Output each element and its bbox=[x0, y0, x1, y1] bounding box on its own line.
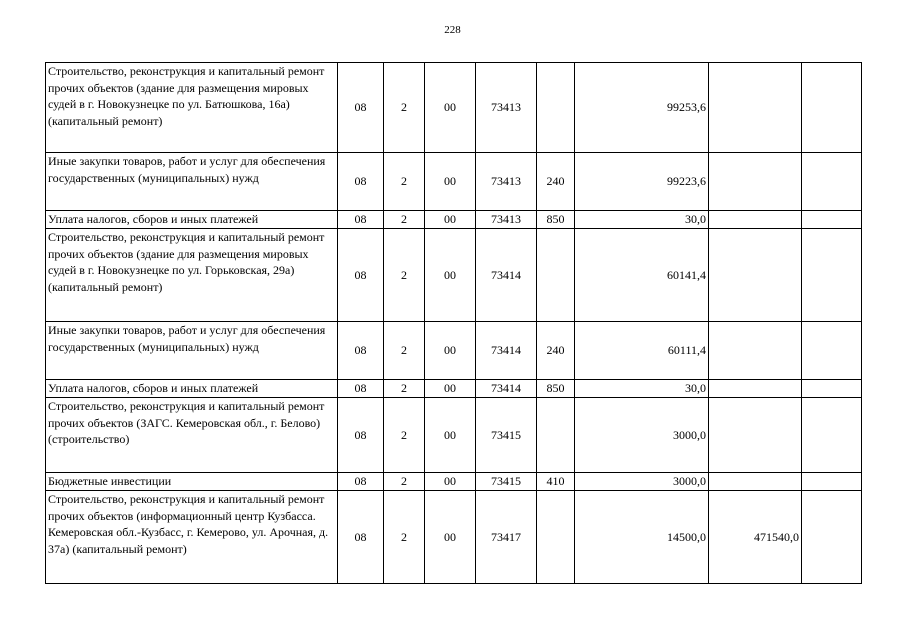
table-row bbox=[46, 63, 862, 153]
row-section: 08 bbox=[338, 473, 384, 491]
row-subprogram: 00 bbox=[425, 473, 476, 491]
row-amount-3 bbox=[802, 322, 862, 380]
row-name: Строительство, реконструкция и капитальный ремонт прочих объектов (информационный центр Кузбасса. Кемеровская обл.-Кузбасс, г. Кемерово, ул. Арочная, д. 37а) (капитальный ремонт) bbox=[46, 491, 338, 584]
row-section: 08 bbox=[338, 211, 384, 229]
row-amount-1: 3000,0 bbox=[575, 473, 709, 491]
row-section: 08 bbox=[338, 153, 384, 211]
table-row bbox=[46, 229, 862, 322]
row-name: Бюджетные инвестиции bbox=[46, 473, 338, 491]
row-amount-1: 3000,0 bbox=[575, 398, 709, 473]
row-amount-3 bbox=[802, 473, 862, 491]
row-amount-3 bbox=[802, 380, 862, 398]
row-section: 08 bbox=[338, 63, 384, 153]
row-subprogram: 00 bbox=[425, 322, 476, 380]
row-amount-3 bbox=[802, 398, 862, 473]
row-name: Иные закупки товаров, работ и услуг для обеспечения государственных (муниципальных) нужд bbox=[46, 322, 338, 380]
row-direction: 73414 bbox=[476, 229, 537, 322]
row-section: 08 bbox=[338, 229, 384, 322]
row-expense-type: 240 bbox=[537, 153, 575, 211]
row-direction: 73415 bbox=[476, 473, 537, 491]
row-amount-1: 14500,0 bbox=[575, 491, 709, 584]
row-amount-2 bbox=[709, 398, 802, 473]
row-program: 2 bbox=[384, 491, 425, 584]
table-row bbox=[46, 398, 862, 473]
row-expense-type: 410 bbox=[537, 473, 575, 491]
row-expense-type bbox=[537, 63, 575, 153]
row-section: 08 bbox=[338, 398, 384, 473]
table-row bbox=[46, 473, 862, 491]
row-subprogram: 00 bbox=[425, 153, 476, 211]
row-expense-type bbox=[537, 491, 575, 584]
row-amount-3 bbox=[802, 491, 862, 584]
row-name: Иные закупки товаров, работ и услуг для обеспечения государственных (муниципальных) нужд bbox=[46, 153, 338, 211]
row-program: 2 bbox=[384, 153, 425, 211]
row-amount-2 bbox=[709, 322, 802, 380]
row-expense-type: 850 bbox=[537, 380, 575, 398]
row-program: 2 bbox=[384, 398, 425, 473]
row-amount-1: 60111,4 bbox=[575, 322, 709, 380]
row-section: 08 bbox=[338, 322, 384, 380]
row-amount-2: 471540,0 bbox=[709, 491, 802, 584]
row-direction: 73415 bbox=[476, 398, 537, 473]
budget-table bbox=[45, 62, 862, 584]
row-direction: 73413 bbox=[476, 63, 537, 153]
table-row bbox=[46, 153, 862, 211]
row-amount-2 bbox=[709, 211, 802, 229]
row-expense-type: 850 bbox=[537, 211, 575, 229]
row-amount-2 bbox=[709, 63, 802, 153]
row-program: 2 bbox=[384, 229, 425, 322]
row-subprogram: 00 bbox=[425, 398, 476, 473]
row-expense-type bbox=[537, 398, 575, 473]
row-direction: 73414 bbox=[476, 322, 537, 380]
table-row bbox=[46, 491, 862, 584]
table-row bbox=[46, 211, 862, 229]
row-amount-3 bbox=[802, 63, 862, 153]
row-amount-2 bbox=[709, 380, 802, 398]
row-name: Уплата налогов, сборов и иных платежей bbox=[46, 380, 338, 398]
row-amount-1: 30,0 bbox=[575, 211, 709, 229]
row-subprogram: 00 bbox=[425, 229, 476, 322]
row-direction: 73417 bbox=[476, 491, 537, 584]
row-amount-1: 99223,6 bbox=[575, 153, 709, 211]
row-amount-3 bbox=[802, 211, 862, 229]
row-direction: 73413 bbox=[476, 153, 537, 211]
row-name: Строительство, реконструкция и капитальный ремонт прочих объектов (ЗАГС. Кемеровская обл., г. Белово) (строительство) bbox=[46, 398, 338, 473]
row-direction: 73414 bbox=[476, 380, 537, 398]
row-name: Уплата налогов, сборов и иных платежей bbox=[46, 211, 338, 229]
row-program: 2 bbox=[384, 322, 425, 380]
row-name: Строительство, реконструкция и капитальный ремонт прочих объектов (здание для размещения мировых судей в г. Новокузнецке по ул. Батюшкова, 16а) (капитальный ремонт) bbox=[46, 63, 338, 153]
row-subprogram: 00 bbox=[425, 63, 476, 153]
table-row bbox=[46, 322, 862, 380]
page-number: 228 bbox=[444, 24, 461, 36]
row-expense-type: 240 bbox=[537, 322, 575, 380]
row-expense-type bbox=[537, 229, 575, 322]
row-amount-1: 60141,4 bbox=[575, 229, 709, 322]
row-subprogram: 00 bbox=[425, 380, 476, 398]
row-amount-1: 99253,6 bbox=[575, 63, 709, 153]
row-amount-3 bbox=[802, 229, 862, 322]
row-amount-1: 30,0 bbox=[575, 380, 709, 398]
table-row bbox=[46, 380, 862, 398]
row-subprogram: 00 bbox=[425, 211, 476, 229]
row-section: 08 bbox=[338, 380, 384, 398]
row-direction: 73413 bbox=[476, 211, 537, 229]
row-subprogram: 00 bbox=[425, 491, 476, 584]
row-amount-2 bbox=[709, 229, 802, 322]
row-amount-2 bbox=[709, 473, 802, 491]
row-section: 08 bbox=[338, 491, 384, 584]
row-amount-2 bbox=[709, 153, 802, 211]
row-program: 2 bbox=[384, 380, 425, 398]
row-name: Строительство, реконструкция и капитальный ремонт прочих объектов (здание для размещения мировых судей в г. Новокузнецке по ул. Горьковская, 29а) (капитальный ремонт) bbox=[46, 229, 338, 322]
row-program: 2 bbox=[384, 211, 425, 229]
row-program: 2 bbox=[384, 63, 425, 153]
row-program: 2 bbox=[384, 473, 425, 491]
row-amount-3 bbox=[802, 153, 862, 211]
